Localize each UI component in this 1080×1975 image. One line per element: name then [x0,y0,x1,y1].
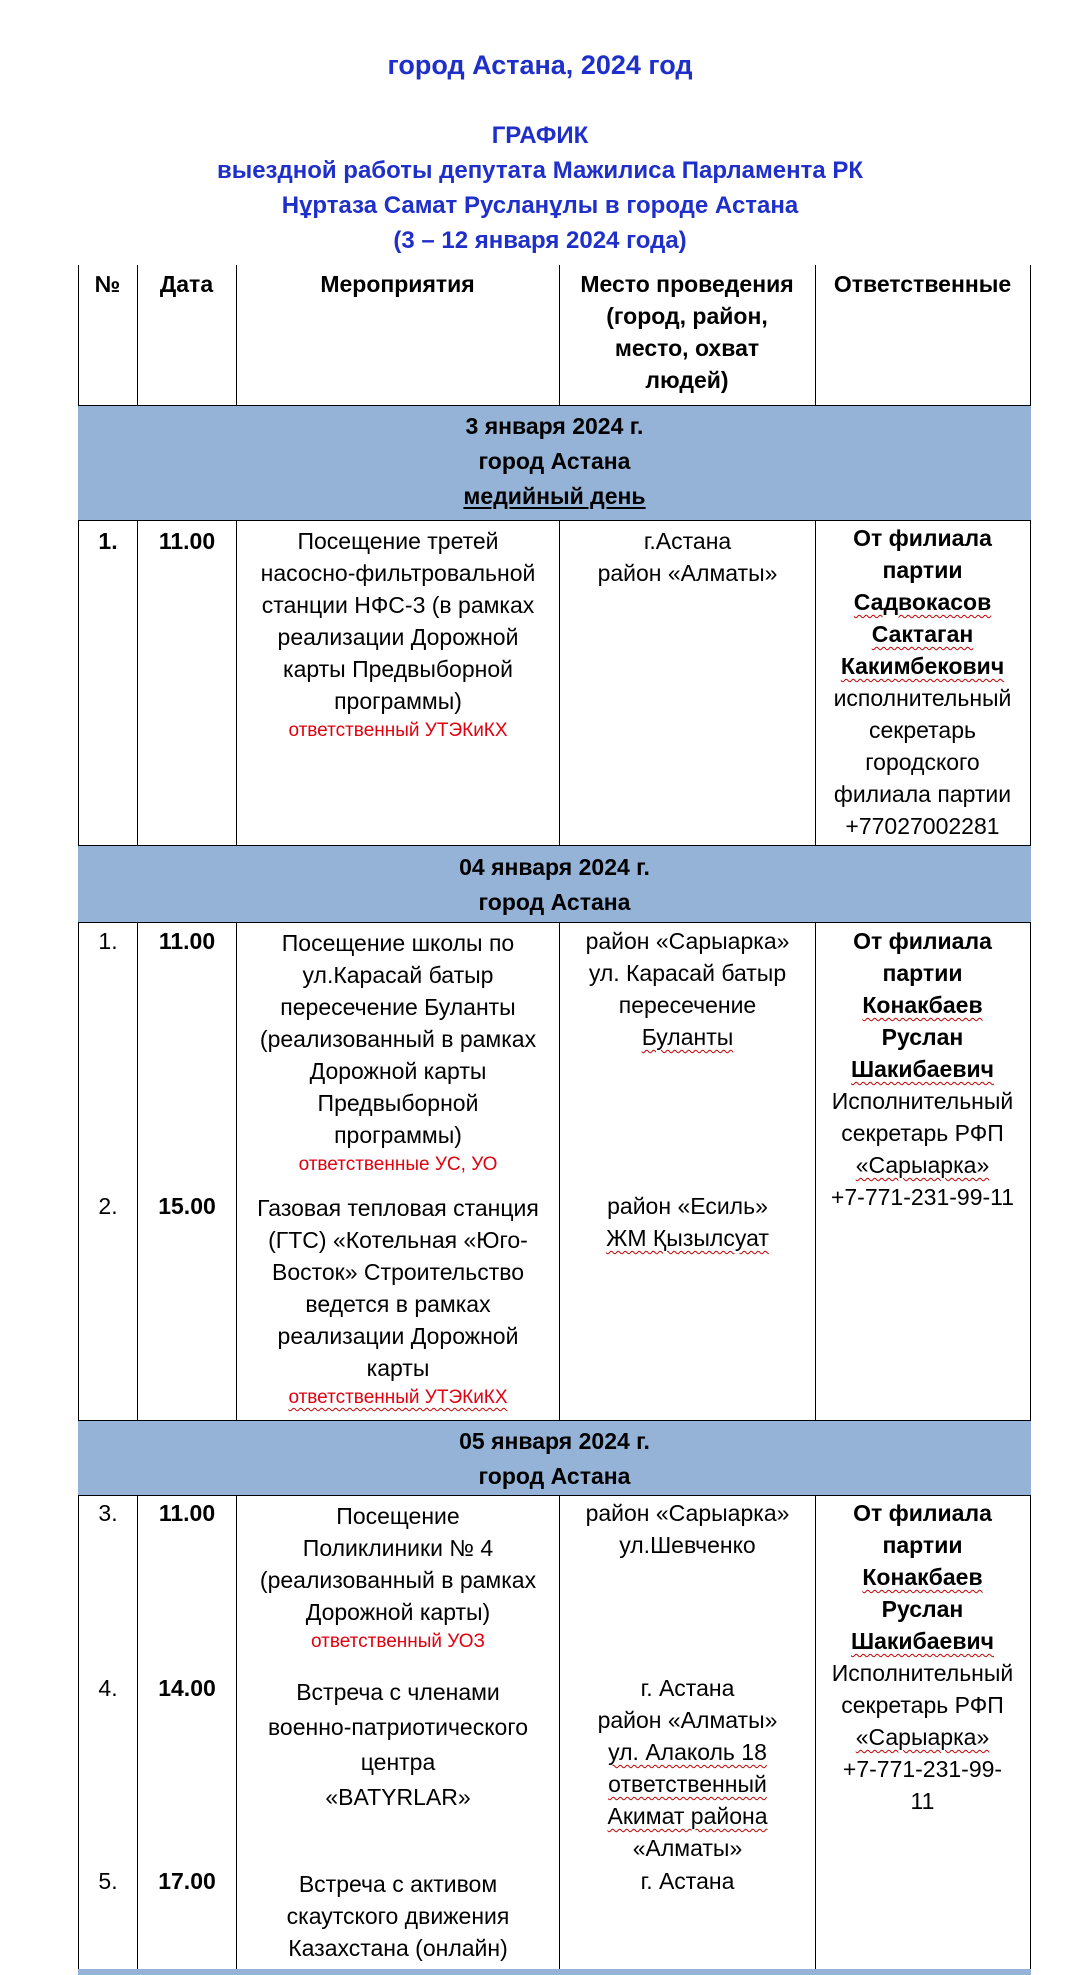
responsible-line: исполнительный [833,685,1012,711]
responsible-person [815,925,1030,1213]
event-description [238,1500,558,1656]
event-responsible-agency [238,1384,558,1412]
next-day-header-edge [78,1969,1031,1975]
event-line: «BATYRLAR» [325,1784,471,1810]
col-divider [137,1495,138,1975]
col-divider [236,1495,237,1975]
column-header-responsible: Ответственные [833,271,1012,297]
place-line: г. Астана [640,1868,735,1894]
row-number: 1. [98,528,118,554]
day-city: город Астана [478,889,631,915]
event-responsible-agency: ответственный УОЗ [310,1631,486,1652]
column-header-date: Дата [159,271,214,297]
row-number: 1. [98,928,118,954]
row-time: 11.00 [158,1500,216,1526]
column-header-place-line: место, охват [614,335,760,361]
document-city-year: город Астана, 2024 год [387,50,693,80]
event-line: карты Предвыборной [283,656,513,682]
event-line: (ГТС) «Котельная «Юго- [268,1227,528,1253]
place-line: район «Алматы» [597,1707,778,1733]
day-date: 05 января 2024 г. [459,1428,650,1454]
event-line: карты [366,1355,430,1381]
event-line: (реализованный в рамках [259,1026,537,1052]
event-description [238,1192,558,1412]
day-city: город Астана [478,1463,631,1489]
event-line: центра [360,1749,436,1775]
event-line: Встреча с активом [298,1871,498,1897]
responsible-line: секретарь РФП [841,1120,1004,1146]
row-divider [78,520,1031,521]
responsible-line: партии [882,960,963,986]
event-place [560,525,815,589]
responsible-line: Шакибаевич [851,1056,994,1082]
row-divider [78,922,1031,923]
event-line: насосно-фильтровальной [260,560,536,586]
event-line: Предвыборной [317,1090,479,1116]
place-line: район «Алматы» [597,560,778,586]
event-place [560,1672,815,1864]
responsible-line: Сактаган [871,621,974,647]
day-date: 3 января 2024 г. [465,413,644,439]
event-line: Посещение третей [297,528,499,554]
event-line: Казахстана (онлайн) [288,1935,508,1961]
responsible-line: От филиала [853,525,992,551]
responsible-line: Какимбекович [840,653,1005,679]
event-line: программы) [334,688,462,714]
day-date: 04 января 2024 г. [459,854,650,880]
place-line: г. Астана [640,1675,735,1701]
responsible-line: Исполнительный [831,1088,1014,1114]
responsible-line: «Сарыарка» [855,1152,990,1178]
col-divider [137,922,138,1420]
row-time: 11.00 [158,928,216,954]
column-header-place-line: Место проведения [580,271,794,297]
col-divider [236,520,237,845]
place-line: г.Астана [643,528,732,554]
event-responsible-agency: ответственный УТЭКиКХ [288,720,508,741]
event-line: реализации Дорожной [277,1323,519,1349]
place-line: Буланты [641,1024,734,1050]
responsible-line: Садвокасов [853,589,992,615]
event-line: Посещение школы по [281,930,515,956]
column-header-events: Мероприятия [320,271,475,297]
column-header-place-line: людей) [645,367,729,393]
place-line: ЖМ Қызылсуат [606,1225,769,1251]
responsible-line: секретарь [868,717,976,743]
responsible-line: филиала партии [833,781,1012,807]
place-line: район «Сарыарка» [585,1500,790,1526]
document-title: ГРАФИК [491,122,589,149]
event-line: Поликлиники № 4 [302,1535,494,1561]
row-time: 17.00 [158,1868,216,1894]
col-divider [137,520,138,845]
place-line: ответственный [608,1771,767,1797]
table-border-right [1030,265,1031,1975]
col-divider [236,922,237,1420]
event-place [560,1497,815,1561]
responsible-phone: +77027002281 [845,813,1000,839]
responsible-line: городского [865,749,980,775]
responsible-person [815,1497,1030,1817]
responsible-line: секретарь РФП [841,1692,1004,1718]
row-divider [78,1495,1031,1496]
table-border-left [78,265,79,1975]
event-line: Дорожной карты [309,1058,487,1084]
responsible-phone: +7-771-231-99-11 [830,1184,1015,1210]
event-line: скаутского движения [286,1903,510,1929]
document-subtitle: выездной работы депутата Мажилиса Парламента РК [216,157,864,184]
place-line: район «Сарыарка» [585,928,790,954]
day-header-jan-3 [78,406,1031,520]
event-description [238,1675,558,1815]
day-city: город Астана [478,448,631,474]
responsible-line: От филиала [853,1500,992,1526]
responsible-line: От филиала [853,928,992,954]
place-line: ул. Карасай батыр [588,960,787,986]
row-number: 4. [98,1675,118,1701]
event-line: Встреча с членами [296,1679,500,1705]
event-line: ул.Карасай батыр [302,962,494,988]
event-description [238,525,558,745]
media-day-label: медийный день [463,483,646,509]
day-header-jan-5 [78,1421,1031,1495]
agency-name: ответственный УТЭКиКХ [288,1387,508,1408]
row-number: 5. [98,1868,118,1894]
responsible-line: Конакбаев [862,992,983,1018]
responsible-line: Исполнительный [831,1660,1014,1686]
row-time: 11.00 [158,528,216,554]
event-line: станции НФС-3 (в рамках [261,592,535,618]
event-place [560,1865,815,1897]
responsible-line: партии [882,557,963,583]
event-responsible-agency: ответственные УС, УО [298,1154,498,1175]
event-line: Газовая тепловая станция [257,1195,539,1221]
event-place [560,925,815,1053]
schedule-period: (3 – 12 января 2024 года) [393,227,687,254]
event-line: Дорожной карты) [305,1599,491,1625]
responsible-phone: 11 [910,1788,935,1814]
responsible-line: «Сарыарка» [855,1724,990,1750]
column-header-place-line: (город, район, [606,303,768,329]
place-line: пересечение [618,992,757,1018]
event-line: Восток» Строительство [271,1259,524,1285]
event-line: (реализованный в рамках [259,1567,537,1593]
responsible-person [815,522,1030,842]
event-line: программы) [334,1122,462,1148]
place-line: Акимат района [607,1803,768,1829]
place-line: ул. Алаколь 18 [608,1739,767,1765]
day-note [78,479,1031,514]
place-line: «Алматы» [632,1835,743,1861]
place-line: ул.Шевченко [619,1532,756,1558]
event-line: пересечение Буланты [280,994,516,1020]
event-line: ведется в рамках [305,1291,491,1317]
row-number: 3. [98,1500,118,1526]
event-description [238,927,558,1179]
day-header-jan-4 [78,846,1031,922]
event-line: Посещение [336,1503,460,1529]
row-time: 14.00 [158,1675,216,1701]
deputy-name: Нұртаза Самат Русланұлы в городе Астана [281,192,799,219]
responsible-line: Руслан [881,1596,964,1622]
place-line: район «Есиль» [607,1193,768,1219]
column-header-place [559,268,815,396]
responsible-line: Руслан [881,1024,964,1050]
event-line: военно-патриотического [267,1714,529,1740]
row-number: 2. [98,1193,118,1219]
event-place [560,1190,815,1254]
responsible-line: партии [882,1532,963,1558]
row-time: 15.00 [158,1193,216,1219]
column-header-number: № [94,271,121,297]
responsible-phone: +7-771-231-99- [842,1756,1003,1782]
event-line: реализации Дорожной [277,624,519,650]
responsible-line: Конакбаев [862,1564,983,1590]
event-description [238,1868,558,1964]
responsible-line: Шакибаевич [851,1628,994,1654]
